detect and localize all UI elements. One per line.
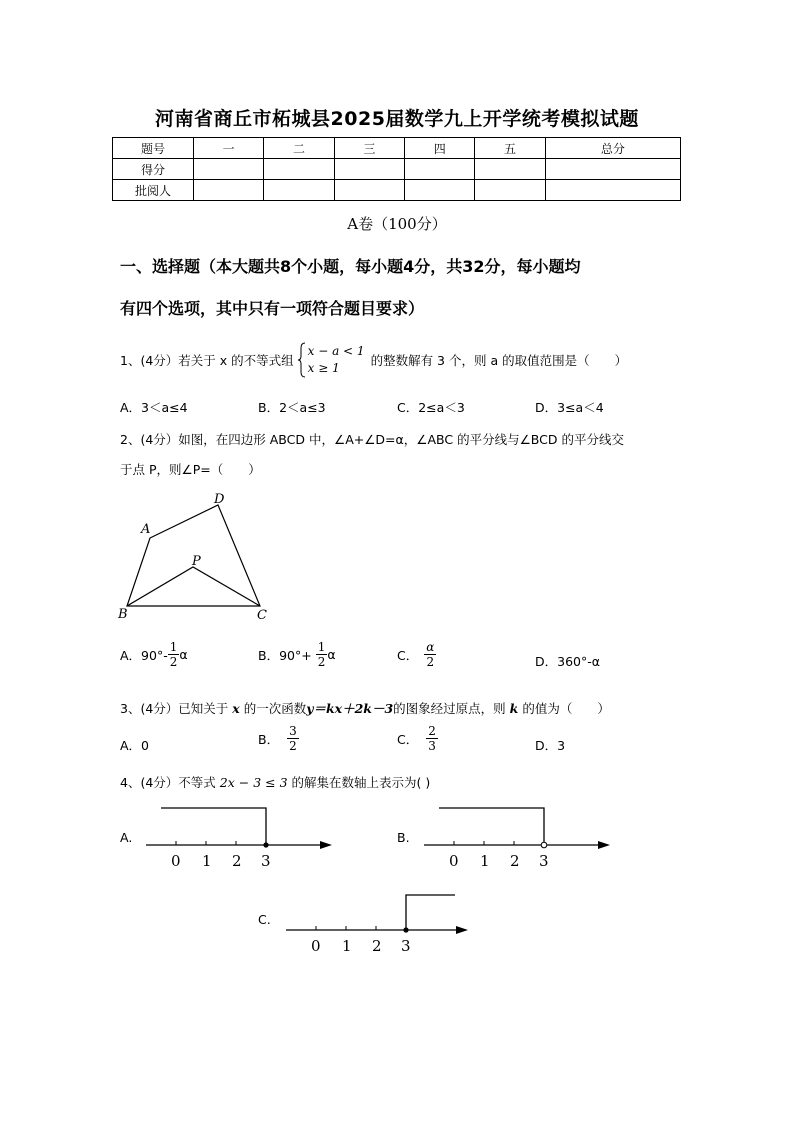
fraction xyxy=(316,640,328,669)
q4-option-c-label[interactable]: C. xyxy=(258,912,271,927)
q3-text: 的图象经过原点，则 xyxy=(393,701,506,716)
q3-text: 3、(4分）已知关于 xyxy=(120,701,229,716)
q3-var-x: x xyxy=(232,701,240,716)
q4-option-a-numberline[interactable] xyxy=(140,800,340,875)
q3-option-b[interactable] xyxy=(258,724,299,753)
score-table xyxy=(112,137,681,201)
score-cell[interactable] xyxy=(194,180,264,201)
table-cell: 四 xyxy=(405,138,475,159)
section-heading-line1: 一、选择题（本大题共8个小题，每小题4分，共32分，每小题均 xyxy=(120,257,581,276)
table-cell: 一 xyxy=(194,138,264,159)
q2-option-b-prefix: B．90°+ xyxy=(258,647,312,663)
tick-label: 1 xyxy=(202,852,212,870)
tick-label: 1 xyxy=(342,937,352,955)
fraction-den: 2 xyxy=(317,655,326,669)
q1-suffix: 的整数解有 3 个，则 a 的取值范围是（ ） xyxy=(370,353,628,368)
table-row xyxy=(113,159,681,180)
table-cell: 得分 xyxy=(113,159,194,180)
fraction-den: 2 xyxy=(169,655,178,669)
q3-text: 的值为（ ） xyxy=(522,701,610,716)
q2-option-a-alpha: α xyxy=(179,647,188,662)
q4-expression: 2x − 3 ≤ 3 xyxy=(219,775,288,790)
q3-var-k: k xyxy=(509,701,519,716)
question-4 xyxy=(120,773,430,791)
label-p: P xyxy=(192,554,201,569)
q3-text: 的一次函数 xyxy=(243,701,307,716)
score-cell[interactable] xyxy=(405,159,475,180)
q4-text: 4、(4分）不等式 xyxy=(120,775,216,790)
brace-icon xyxy=(298,342,306,378)
solid-dot xyxy=(263,842,268,847)
fraction-num: 3 xyxy=(289,724,297,738)
q3-option-c[interactable] xyxy=(397,724,438,753)
score-table-header xyxy=(113,138,681,159)
fraction xyxy=(426,724,438,753)
table-cell: 二 xyxy=(264,138,334,159)
q1-option-b[interactable]: B．2＜a≤3 xyxy=(258,400,326,415)
hollow-dot xyxy=(541,842,547,848)
table-row xyxy=(113,180,681,201)
tick-label: 3 xyxy=(539,852,549,870)
score-cell[interactable] xyxy=(545,159,680,180)
q3-option-b-prefix: B． xyxy=(258,731,280,747)
tick-label: 3 xyxy=(401,937,411,955)
quadrilateral-figure xyxy=(110,488,280,624)
tick-label: 3 xyxy=(261,852,271,870)
tick-label: 0 xyxy=(449,852,459,870)
score-cell[interactable] xyxy=(475,159,545,180)
table-cell: 总分 xyxy=(545,138,680,159)
q2-option-c-prefix: C． xyxy=(397,647,419,663)
question-1 xyxy=(120,340,627,380)
q4-option-a-label[interactable]: A. xyxy=(120,830,133,845)
q2-option-a-prefix: A．90°- xyxy=(120,647,168,663)
solid-dot xyxy=(403,927,408,932)
q1-system-line2: x ≥ 1 xyxy=(307,361,340,375)
q4-option-b-label[interactable]: B. xyxy=(397,830,410,845)
fraction-den: 2 xyxy=(289,739,297,753)
q2-line2: 于点 P，则∠P=（ ） xyxy=(120,462,261,477)
score-cell[interactable] xyxy=(475,180,545,201)
q3-option-c-prefix: C． xyxy=(397,731,419,747)
tick-label: 0 xyxy=(311,937,321,955)
fraction xyxy=(424,640,436,669)
table-cell: 三 xyxy=(334,138,404,159)
section-heading-line2: 有四个选项，其中只有一项符合题目要求） xyxy=(120,299,425,318)
label-a: A xyxy=(141,522,151,537)
tick-label: 2 xyxy=(372,937,382,955)
fraction-num: 1 xyxy=(169,640,178,654)
tick-label: 2 xyxy=(510,852,520,870)
q1-system-line1: x − a < 1 xyxy=(307,344,365,358)
table-cell: 题号 xyxy=(113,138,194,159)
q1-prefix: 1、(4分）若关于 x 的不等式组 xyxy=(120,353,294,368)
fraction-num: α xyxy=(426,640,435,654)
q1-system xyxy=(298,342,365,378)
fraction-den: 2 xyxy=(426,655,435,669)
q3-function: y＝kx＋2k－3 xyxy=(306,701,394,716)
q2-line1: 2、(4分）如图，在四边形 ABCD 中，∠A+∠D=α，∠ABC 的平分线与∠BCD 的平分线交 xyxy=(120,432,624,447)
q2-option-b[interactable] xyxy=(258,640,336,669)
fraction-num: 2 xyxy=(428,724,436,738)
q4-option-c-numberline[interactable] xyxy=(280,888,480,963)
fraction-den: 3 xyxy=(428,739,436,753)
q2-option-d[interactable]: D．360°-α xyxy=(535,654,600,669)
tick-label: 1 xyxy=(480,852,490,870)
score-cell[interactable] xyxy=(194,159,264,180)
bisector-lines xyxy=(127,567,260,606)
arrow-icon xyxy=(598,841,610,849)
q1-option-c[interactable]: C．2≤a＜3 xyxy=(397,400,465,415)
fraction xyxy=(168,640,180,669)
q1-option-d[interactable]: D．3≤a＜4 xyxy=(535,400,604,415)
fraction-num: 1 xyxy=(317,640,326,654)
page-title: 河南省商丘市柘城县2025届数学九上开学统考模拟试题 xyxy=(155,108,639,130)
score-cell[interactable] xyxy=(405,180,475,201)
volume-title: A卷（100分） xyxy=(347,215,447,233)
tick-label: 0 xyxy=(171,852,181,870)
q2-option-a[interactable] xyxy=(120,640,188,669)
q4-text: 的解集在数轴上表示为( ) xyxy=(291,775,431,790)
tick-label: 2 xyxy=(232,852,242,870)
q1-option-a[interactable]: A．3＜a≤4 xyxy=(120,400,188,415)
q2-option-c[interactable] xyxy=(397,640,436,669)
q3-option-a[interactable]: A．0 xyxy=(120,738,150,753)
label-b: B xyxy=(118,607,128,622)
q4-option-b-numberline[interactable] xyxy=(418,800,618,875)
score-cell[interactable] xyxy=(264,180,334,201)
q3-option-d[interactable]: D．3 xyxy=(535,738,566,753)
table-cell: 批阅人 xyxy=(113,180,194,201)
q2-option-b-alpha: α xyxy=(327,647,336,662)
score-cell[interactable] xyxy=(334,159,404,180)
arrow-icon xyxy=(320,841,332,849)
question-3 xyxy=(120,699,610,717)
label-c: C xyxy=(257,608,267,623)
score-cell[interactable] xyxy=(545,180,680,201)
score-cell[interactable] xyxy=(334,180,404,201)
table-cell: 五 xyxy=(475,138,545,159)
score-cell[interactable] xyxy=(264,159,334,180)
label-d: D xyxy=(214,492,225,507)
fraction xyxy=(287,724,299,753)
arrow-icon xyxy=(456,926,468,934)
